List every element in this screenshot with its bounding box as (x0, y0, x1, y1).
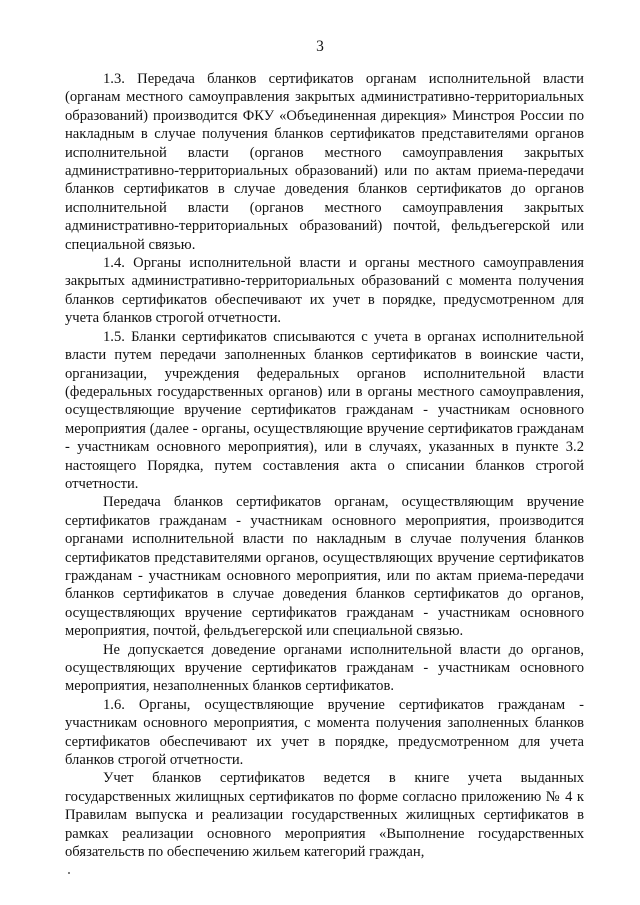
paragraph-1-6: 1.6. Органы, осуществляющие вручение сертификатов гражданам - участникам основного мероприятия, с момента получения заполненных бланков сертификатов обеспечивают их учет в порядке, предусмотренном для учета бланков строгой отчетности. (65, 696, 584, 769)
paragraph-1-5: 1.5. Бланки сертификатов списываются с учета в органах исполнительной власти путем передачи заполненных бланков сертификатов в воинские части, организации, учреждения федеральных органов исполнительной власти (федеральных государственных органов) или в органы местного самоуправления, осуществляющие вручение сертификатов гражданам - участникам основного мероприятия (далее - органы, осуществляющие вручение сертификатов гражданам - участникам основного мероприятия), или в случаях, указанных в пункте 3.2 настоящего Порядка, путем составления акта о списании бланков строгой отчетности. (65, 328, 584, 492)
paragraph-1-3: 1.3. Передача бланков сертификатов органам исполнительной власти (органам местного самоуправления закрытых административно-территориальных образований) производится ФКУ «Объединенная дирекция» Минстроя России по накладным в случае получения бланков сертификатов представителями органов исполнительной власти (органов местного самоуправления закрытых административно-территориальных образований) или по актам приема-передачи бланков сертификатов в случае доведения бланков сертификатов до органов исполнительной власти (органов местного самоуправления закрытых административно-территориальных образований) почтой, фельдъегерской или специальной связью. (65, 71, 584, 253)
paragraph-1-4: 1.4. Органы исполнительной власти и органы местного самоуправления закрытых административно-территориальных образований с момента получения бланков сертификатов обеспечивают их учет в порядке, предусмотренном для учета бланков строгой отчетности. (65, 255, 584, 327)
document-body (65, 70, 584, 861)
page-number: 3 (316, 38, 324, 55)
paragraph-accounting-book: Учет бланков сертификатов ведется в книге учета выданных государственных жилищных сертификатов по форме согласно приложению № 4 к Правилам выпуска и реализации государственных жилищных сертификатов в рамках реализации основного мероприятия «Выполнение государственных обязательств по обеспечению жильем категорий граждан, (65, 770, 584, 861)
scan-dot-mark (68, 872, 70, 874)
paragraph-transfer-procedure: Передача бланков сертификатов органам, осуществляющим вручение сертификатов гражданам - участникам основного мероприятия, производится органами исполнительной власти по накладным в случае получения бланков сертификатов представителями органов, осуществляющих вручение сертификатов гражданам - участникам основного мероприятия, или по актам приема-передачи бланков сертификатов в случае доведения бланков сертификатов до органов, осуществляющих вручение сертификатов гражданам - участникам основного мероприятия, почтой, фельдъегерской или специальной связью. (65, 494, 584, 640)
paragraph-prohibition: Не допускается доведение органами исполнительной власти до органов, осуществляющих вручение сертификатов гражданам - участникам основного мероприятия, незаполненных бланков сертификатов. (65, 641, 584, 695)
